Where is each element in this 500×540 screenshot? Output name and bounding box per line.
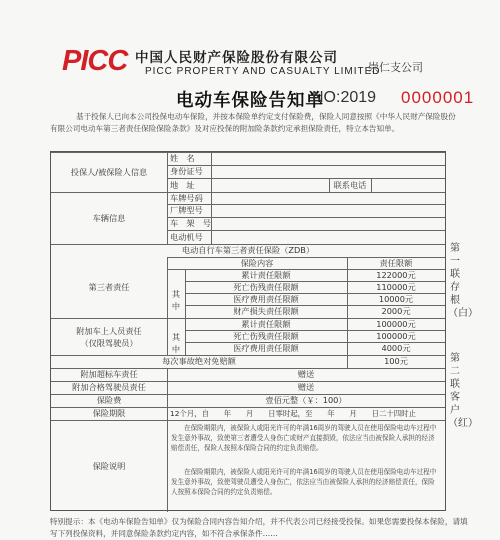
content-header: 保险内容 bbox=[240, 257, 274, 268]
tp-row-label: 财产损失责任限额 bbox=[233, 306, 299, 316]
branch-name: 崇仁支公司 bbox=[368, 61, 423, 74]
deductible-label: 每次事故绝对免赔额 bbox=[162, 356, 236, 366]
doc-number-value: 0000001 bbox=[401, 88, 475, 107]
holder-info-label: 投保人/被保险人信息 bbox=[70, 166, 148, 177]
third-party-label: 第三者责任 bbox=[88, 282, 130, 292]
driver-row-label: 死亡伤残责任限额 bbox=[233, 330, 299, 341]
driver-liability-label: 附加车上人员责任 （仅限驾驶员） bbox=[76, 325, 142, 348]
tp-row-value: 122000元 bbox=[376, 269, 416, 280]
company-name-cn: 中国人民财产保险股份有限公司 bbox=[135, 50, 338, 66]
phone-label: 联系电话 bbox=[333, 179, 367, 190]
vehicle-info-label: 车辆信息 bbox=[92, 212, 126, 223]
company-name-en: PICC PROPERTY AND CASUALTY LIMITED bbox=[145, 66, 381, 77]
deductible-value: 100元 bbox=[384, 356, 408, 366]
page-title: 电动车保险告知单 bbox=[176, 91, 324, 111]
description-label: 保险说明 bbox=[92, 460, 126, 471]
driver-row-value: 100000元 bbox=[376, 330, 416, 341]
zdb-header: 电动自行车第三者责任保险（ZDB） bbox=[181, 245, 315, 255]
tp-row-value: 110000元 bbox=[376, 281, 416, 292]
tp-row-label: 死亡伤残责任限额 bbox=[233, 281, 299, 292]
qualified-driver-label: 附加合格驾驶员责任 bbox=[72, 382, 146, 392]
tp-row-value: 10000元 bbox=[378, 293, 414, 304]
qi-zhong-label: 其 中 bbox=[171, 288, 181, 311]
driver-row-value: 100000元 bbox=[376, 318, 416, 329]
driver-row-label: 医疗费用责任限额 bbox=[233, 343, 299, 353]
tp-row-value: 2000元 bbox=[381, 306, 411, 316]
address-label: 地 址 bbox=[170, 179, 195, 190]
description-paragraph-2: 在保险期限内，被保险人或阳光许可的年满16周岁的驾驶人员在使用保险电动车过程中发生意外事故，致使驾驶员遭受人身伤亡，依法应当由被保险人承担的经济赔偿责任，保险人按照本保险合同的约定负责赔偿。 bbox=[171, 468, 437, 497]
picc-logo: PICC bbox=[62, 45, 128, 77]
limit-header: 责任限额 bbox=[379, 257, 413, 268]
driver-row-value: 4000元 bbox=[381, 343, 411, 353]
description-paragraph-1: 在保险期限内，被保险人或阳光许可的年满16周岁的驾驶人员在使用保险电动车过程中发生意外事故，致使第三者遭受人身伤亡或财产直接损毁，依法应当由被保险人承担的经济赔偿责任，保险人按照本保险合同的约定负责赔偿。 bbox=[171, 424, 437, 453]
insurance-table bbox=[50, 151, 446, 511]
intro-paragraph: 基于投保人已向本公司投保电动车保险，并按本保险单约定支付保险费，保险人同意按照《中华人民财产保险股份有限公司电动车第三者责任保险保险条款》及对应投保的附加险条款约定承担保险责任，特立本告知单。 bbox=[50, 112, 456, 133]
special-notice: 特别提示：本《电动车保险告知单》仅为保险合同内容告知介绍，并不代表公司已经接受投保。如果您需要投保本保险，请填写下列投保资料，并同意保险条款约定内容，如不符合承保条件…… bbox=[50, 517, 468, 538]
doc-number-label: NO:2019 bbox=[312, 89, 377, 106]
factory-model-label: 厂牌型号 bbox=[170, 205, 203, 215]
excess-vehicle-label: 附加超标车责任 bbox=[80, 369, 138, 379]
id-number-label: 身份证号 bbox=[170, 166, 203, 176]
motor-number-label: 电动机号 bbox=[170, 231, 203, 242]
driver-row-label: 累计责任限额 bbox=[241, 318, 291, 329]
tp-row-label: 累计责任限额 bbox=[241, 269, 291, 280]
qualified-driver-value: 赠送 bbox=[297, 382, 315, 392]
excess-vehicle-value: 赠送 bbox=[297, 369, 315, 379]
copy-label-first: 第一联 存根（白） bbox=[448, 243, 478, 319]
premium-value: 壹佰元整（￥：100） bbox=[265, 395, 347, 405]
period-label: 保险期限 bbox=[92, 408, 126, 418]
copy-label-second: 第二联 客户（红） bbox=[448, 353, 478, 429]
frame-number-label: 车 架 号 bbox=[170, 218, 211, 228]
premium-label: 保险费 bbox=[96, 395, 122, 405]
qi-zhong-label: 其 中 bbox=[171, 331, 181, 354]
name-label: 姓 名 bbox=[170, 153, 195, 163]
plate-number-label: 车牌号码 bbox=[170, 192, 203, 203]
period-value: 12个月，自 年 月 日零时起，至 年 月 日二十四时止 bbox=[170, 409, 416, 418]
tp-row-label: 医疗费用责任限额 bbox=[233, 293, 299, 304]
